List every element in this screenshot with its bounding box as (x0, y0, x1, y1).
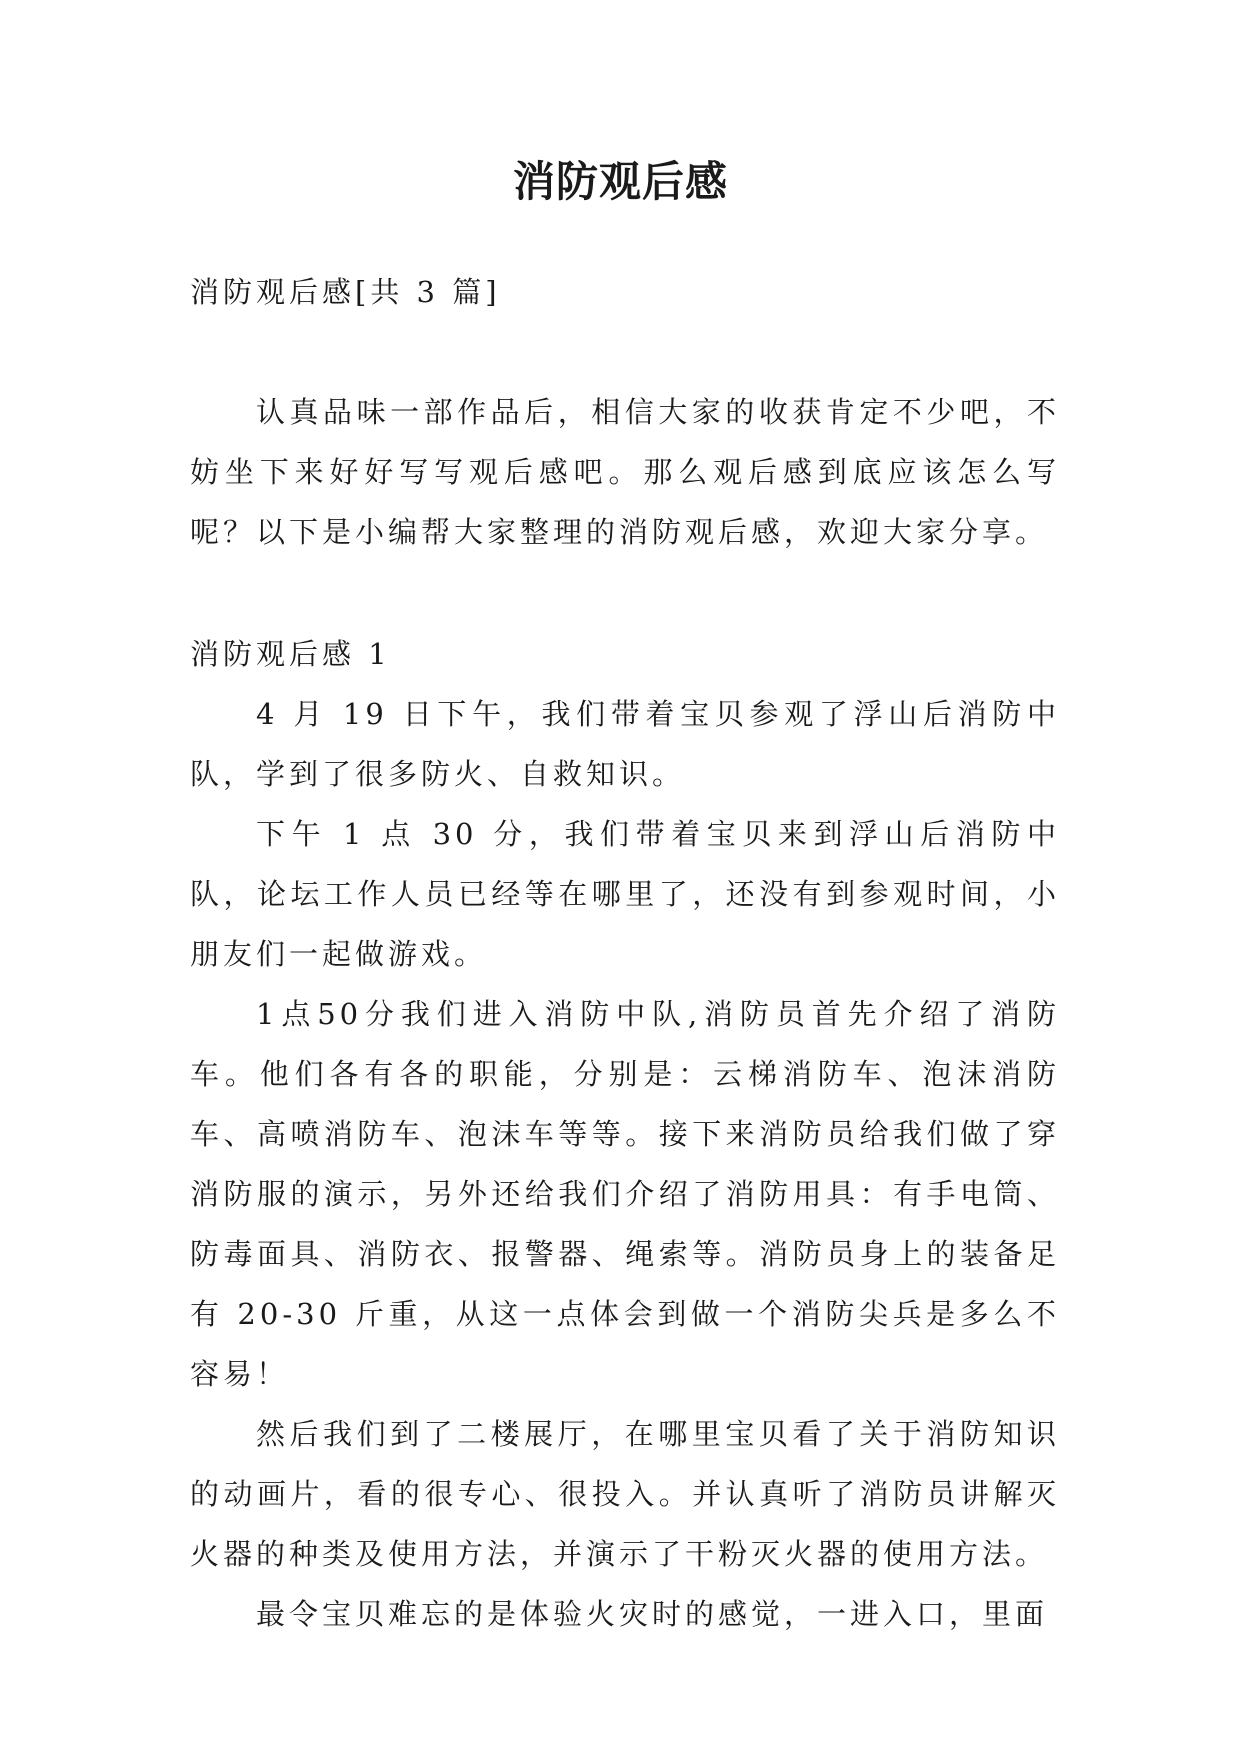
body-paragraph: 然后我们到了二楼展厅，在哪里宝贝看了关于消防知识的动画片，看的很专心、很投入。并认真听了消防员讲解灭火器的种类及使用方法，并演示了干粉灭火器的使用方法。 (190, 1417, 1060, 1571)
body-paragraph: 最令宝贝难忘的是体验火灾时的感觉，一进入口，里面 (256, 1597, 1049, 1631)
body-paragraph: 下午 1 点 30 分，我们带着宝贝来到浮山后消防中队，论坛工作人员已经等在哪里了，还没有到参观时间，小朋友们一起做游戏。 (190, 817, 1060, 971)
body-paragraph: 4 月 19 日下午，我们带着宝贝参观了浮山后消防中队，学到了很多防火、自救知识。 (190, 697, 1060, 791)
intro-paragraph: 认真品味一部作品后，相信大家的收获肯定不少吧，不妨坐下来好好写写观后感吧。那么观后感到底应该怎么写呢？以下是小编帮大家整理的消防观后感，欢迎大家分享。 (190, 395, 1060, 549)
body-paragraph: 1点50分我们进入消防中队,消防员首先介绍了消防车。他们各有各的职能，分别是：云梯消防车、泡沫消防车、高喷消防车、泡沫车等等。接下来消防员给我们做了穿消防服的演示，另外还给我们介绍了消防用具：有手电筒、防毒面具、消防衣、报警器、绳索等。消防员身上的装备足有 20-30 斤重，从这一点体会到做一个消防尖兵是多么不容易！ (190, 997, 1060, 1391)
document-subtitle: 消防观后感[共 3 篇] (190, 275, 501, 309)
document-title: 消防观后感 (512, 157, 728, 206)
document-body (190, 262, 1060, 1644)
section-heading: 消防观后感 1 (190, 637, 391, 671)
